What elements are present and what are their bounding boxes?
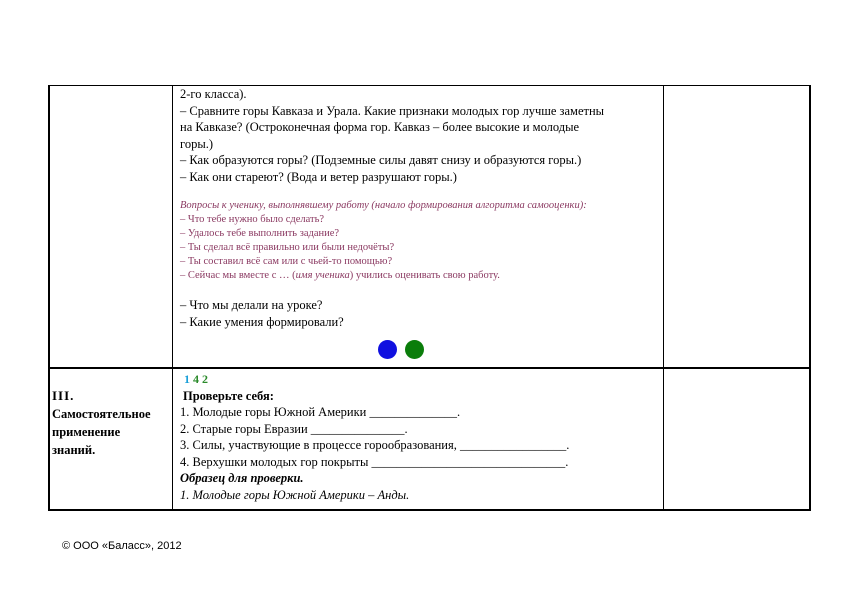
stage-title-line: применение [52,425,121,439]
text-line: на Кавказе? (Остроконечная форма гор. Кавказ – более высокие и молодые [180,120,580,134]
questions-intro: Вопросы к ученику, выполнявшему работу (начало формирования алгоритма самооценки): [180,200,587,211]
question-item: – Удалось тебе выполнить задание? [180,228,340,239]
closing-question: – Какие умения формировали? [180,314,344,329]
text-line: 2-го класса). [180,87,247,101]
row1-content [180,86,660,330]
stage-title-line: Самостоятельное [52,407,151,421]
sample-answer: 1. Молодые горы Южной Америки – Анды. [180,487,410,502]
stage-title-line: знаний. [52,443,96,457]
check-title: Проверьте себя: [183,388,274,403]
table-row-divider [48,367,811,369]
sample-title: Образец для проверки. [180,471,304,485]
text-line: – Сравните горы Кавказа и Урала. Какие признаки молодых гор лучше заметны [180,103,605,118]
stage-label [52,387,151,459]
closing-question: – Что мы делали на уроке? [180,298,323,312]
student-name-placeholder: имя ученика [295,270,350,281]
blue-circle-icon [378,340,397,359]
text-line: горы.) [180,136,214,151]
table-col-divider-2 [663,85,664,511]
table-col-divider-1 [172,85,173,511]
questions-block [180,199,660,283]
text-line: – Как образуются горы? (Подземные силы давят снизу и образуются горы.) [180,153,582,167]
table-bottom-border [48,509,811,511]
question-item: – Ты сделал всё правильно или были недочёты? [180,242,395,253]
task-item: 3. Силы, участвующие в процессе горообразования, _________________. [180,438,570,452]
table-border-right [809,85,811,511]
row2-content [180,371,660,503]
green-circle-icon [405,340,424,359]
question-item: – Что тебе нужно было сделать? [180,214,325,225]
task-item: 1. Молодые горы Южной Америки ______________. [180,405,461,419]
task-tag: 1 4 2 [184,372,208,386]
task-item: 2. Старые горы Евразии _______________. [180,421,408,436]
question-item-last: – Сейчас мы вместе с … (имя ученика) учились оценивать свою работу. [180,270,500,281]
table-border-left [48,85,50,511]
question-item: – Ты составил всё сам или с чьей-то помощью? [180,256,393,267]
task-item: 4. Верхушки молодых гор покрыты _______________________________. [180,454,569,469]
stage-number: III. [52,388,75,403]
text-line: – Как они стареют? (Вода и ветер разрушают горы.) [180,169,457,184]
copyright-footer: © ООО «Баласс», 2012 [62,540,182,552]
